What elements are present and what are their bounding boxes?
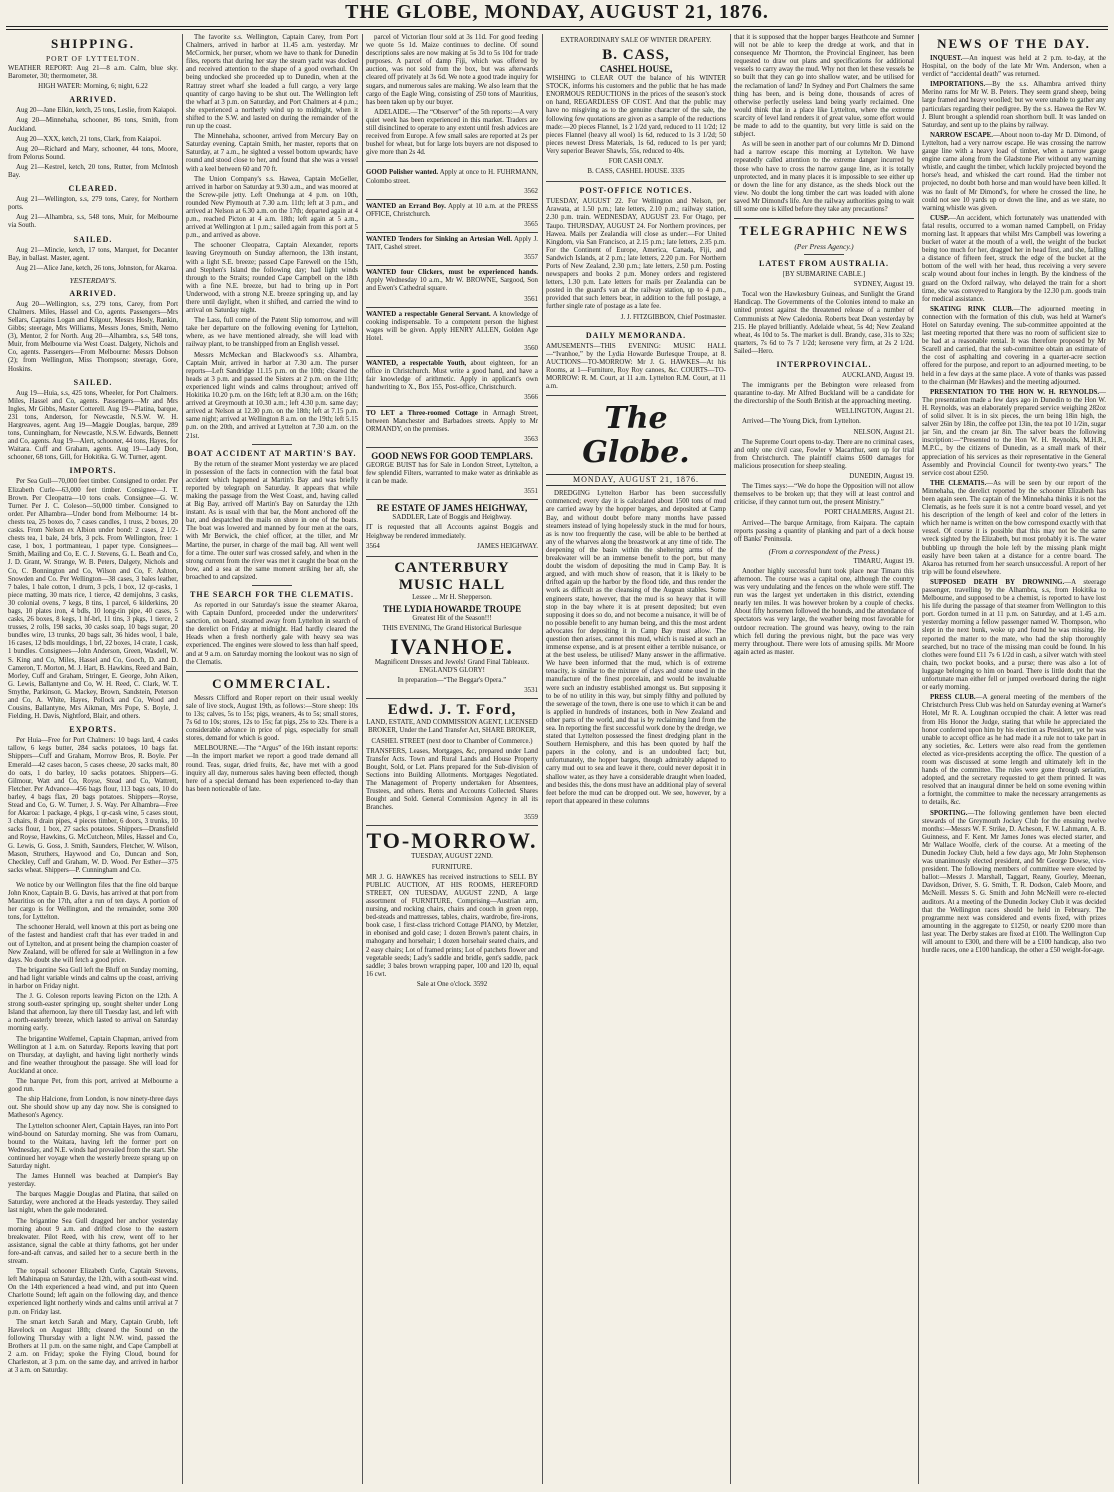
arrived-item: Aug 20—Richard and Mary, schooner, 44 tons, Moore, from Pelorus Sound. bbox=[8, 145, 178, 161]
news-item-lead: NARROW ESCAPE. bbox=[930, 131, 993, 139]
column-notices-leader bbox=[546, 34, 726, 1484]
ad-number: 3562 bbox=[524, 187, 538, 195]
y-sailed: Aug 19—Huia, s.s, 425 tons, Wheeler, for Port Chalmers. Miles, Hassel and Co, agents. Passengers—Mr and Mrs Ingles, Mr Gibbs, Master Cotterell. Aug 19—Platina, barque, 231 tons, Anderson, for Newcastle, N.S.W. W. H. Hargreaves, agent. Aug 19—Maggie Douglas, barque, 289 tons, Cunningham, for Newcastle, N.S.W. Edwards, Bennett and Co, agents. Aug 19—Alert, schooner, 44 tons, Hayes, for Waitara. Cuff and Graham, agents. Aug 19—Lady Don, schooner, 68 tons, Gill, for Hokitika. G. W. Turner, agent. bbox=[8, 389, 178, 462]
cass-subheading: CASHEL HOUSE, bbox=[599, 64, 673, 75]
cable-line: [BY SUBMARINE CABLE.] bbox=[782, 271, 866, 279]
classified-ad bbox=[366, 308, 538, 357]
boat-accident-heading: BOAT ACCIDENT AT MARTIN'S BAY. bbox=[187, 448, 357, 458]
column-rule bbox=[362, 34, 363, 1484]
column-news-of-the-day bbox=[922, 34, 1106, 1484]
report-paragraph: The schooner Cleopatra, Captain Alexander, reports leaving Greymouth on Sunday afternoon, the 13th instant, with a light S.E. breeze; passed Cape Farewell on the 15th, and Stephen's Island the following day; had light winds through to the Straits; rounded Cape Campbell on the 18th with a fine N.E. breeze, but had to bring up in Port Underwood, with a strong N.E. breeze springing up, and lay there until daylight, when it shifted, and carried the wind to arrival on Saturday night. bbox=[186, 242, 358, 315]
sydney-text: Tocal won the Hawkesbury Guineas, and Sunlight the Grand Handicap. The Governments of the Colonies intend to make an united protest against the threatened release of a number of Communists at New Caledonia. Roberts beat Dean yesterday by 215. He played brilliantly. Adelaide wheat, 5s 4d; New Zealand wheat, 4s 10d to 5s. The market is dull. Brandy, case, 31s to 32s; quarters, 7s 6d to 7s 7 1/2d; kerosene very firm, at 2s 2 1/2d. Sailed—Hero. bbox=[734, 291, 914, 355]
divider bbox=[804, 254, 844, 255]
boat-accident-text: By the return of the steamer Mont yesterday we are placed in possession of the facts in connection with the fatal boat accident which happened at Martin's Bay and was briefly reported by telegraph on Saturday. It appears that while making the passage from the West Coast, and, having called at Big Bay, arrived off Martin's Bay on Saturday the 12th instant. As is usual with that bar, the Mont anchored off the bar, and despatched the mails on shore in one of the boats. The boat was lowered and manned by four men at the oars, with Mr Berwick, the chief officer, at the tiller, and Mr Martine, the purser, in charge of the mail bag. All went well for a time. The outer surf was crossed safely, and when in the strong current from the river was met it caught the boat on the bow, and a sea at the same moment striking her aft, she broached to and capsized. bbox=[186, 460, 358, 581]
news-item-text: The presentation made a few days ago in Dunedin to the Hon W. H. Reynolds, was an elaborately prepared service weighing 282oz of solid silver. It is in six pieces, the urn being 18in high, the salver 26in by 18in, the coffee pot 13in, the tea pot 10 1/2in, sugar jar 5in, and the cream jar 8in. The salver bears the following inscription:—“Presented to the Hon W. H. Reynolds, M.H.R., M.P.C., by the citizens of Dunedin, as a small mark of their appreciation of his services as their representative in the General Assembly and Provincial Council for twenty-two years.” The service cost about £250. bbox=[922, 396, 1106, 477]
dunedin-text: The Times says:—“We do hope the Opposition will not allow themselves to be broken up; that they will at least control and criticise, if they cannot turn out, the present Ministry.” bbox=[734, 483, 914, 507]
exports-heading: EXPORTS. bbox=[69, 725, 117, 735]
leader-date: MONDAY, AUGUST 21, 1876. bbox=[546, 474, 726, 486]
ford-address: CASHEL STREET (next door to Chamber of Commerce.) bbox=[371, 737, 533, 745]
shipping-note: The brigantine Sea Gull left the Bluff on Sunday morning, and had light variable winds and calms up the coast, arriving in harbor on Friday night. bbox=[8, 966, 178, 990]
news-item: INQUEST.—An inquest was held at 2 p.m. to-day, at the Hospital, on the body of the late Mr Wm. Anderson, when a verdict of “accidental death” was returned. bbox=[922, 55, 1106, 79]
cass-heading: B. CASS, bbox=[602, 47, 670, 64]
timaru-text: Another highly successful hunt took place near Timaru this afternoon. The course was a capital one, although the country was very undulating and the fences on the whole were stiff. The run was the largest yet undertaken in this district, extending nearly ten miles. It was however broken by a couple of checks. About fifty horsemen followed the hounds, and the attendance of spectators was very large, the weather being most favorable for outdoor recreation. The ground was heavy, owing to the rain which fell during the previous night, but the pace was very merry throughout. There were lots of amusing spills. Mr Moore again acted as master. bbox=[734, 567, 914, 656]
templars-heading: GOOD NEWS FOR GOOD TEMPLARS. bbox=[371, 450, 533, 461]
cass-ad bbox=[546, 34, 726, 182]
ad-number: 3560 bbox=[524, 345, 538, 352]
sailed-item: Aug 21—Mincie, ketch, 17 tons, Marquet, for Decanter Bay, in ballast. Master, agent. bbox=[8, 246, 178, 262]
divider bbox=[546, 326, 726, 327]
ad-heading: WANTED a respectable General Servant. bbox=[366, 310, 491, 318]
heighway-ad bbox=[366, 500, 538, 556]
commercial-text: Messrs Clifford and Roper report on their usual weekly sale of live stock, August 19th, as follows:—Store sheep: 10s to 13s; calves, 5s to 15s; pigs, weaners, 4s to 5s; small stores, 7s 6d to 10s; stores, 12s to 15s; fat pigs, 25s to 32s. There is a considerable advance in price of pigs, especially for small stores, demand for which is good. bbox=[186, 694, 358, 743]
shipping-note: The brigantine Sea Gull dragged her anchor yesterday morning about 9 a.m. and drifted close to the eastern breakwater. Pilot Reed, with his crew, went off to her assistance, signal the cable at thirty fathoms, got her under fore-and-aft canvas, and sailed her to a secure berth in the stream. bbox=[8, 1217, 178, 1265]
music-hall-desc: Magnificent Dresses and Jewels! Grand Final Tableaux. ENGLAND'S GLORY! bbox=[374, 658, 530, 675]
post-office-body: TUESDAY, AUGUST 22. For Wellington and Nelson, per Arawata, at 1.50 p.m.; late letters, 2.10 p.m.; railway station, 2.30 p.m. train. WEDNESDAY, AUGUST 23. For Otago, per Taupo. THURSDAY, AUGUST 24. For Northern provinces, per Hawea. Mails per Zealandia will close as under:—For United Kingdom, via San Francisco, at 2.15 p.m.; late letters, 2.35 p.m. For the Continent of Europe, America, Canada, Fiji, and Sandwich Islands, at 2 p.m.; late letters, 2.20 p.m. For Northern Ports of New Zealand, 2.30 p.m.; late letters, 2.50 p.m. Posting newspapers and books 2 p.m. Money orders and registered letters, 1.30 p.m. Late letters for mails per Zealandia can be posted in the guard's van at the railway station, up to 4 p.m., provided that such letters bear, in addition to the full postage, a further single rate of postage as a late fee. bbox=[546, 198, 726, 311]
column-rule bbox=[542, 34, 543, 1484]
shipping-note: The ship Halcione, from London, is now ninety-three days out. She should show up any day now. She is consigned to Matheson's Agency. bbox=[8, 1096, 178, 1120]
column-shipping bbox=[8, 34, 178, 1484]
divider bbox=[186, 671, 358, 672]
column-shipping-reports bbox=[186, 34, 358, 1484]
y-arrived-heading: ARRIVED. bbox=[69, 288, 117, 298]
report-paragraph: The Lass, full come of the Patent Slip tomorrow, and will take her departure on the following evening for Lyttelton, where, as we have mentioned already, she will load with railway plant, to be transhipped from an English vessel. bbox=[186, 317, 358, 349]
port-chalmers-dateline: PORT CHALMERS, August 21. bbox=[824, 509, 914, 517]
music-hall-show: IVANHOE. bbox=[390, 633, 514, 659]
cleared-item: Aug 21—Alhambra, s.s, 548 tons, Muir, for Melbourne via South. bbox=[8, 214, 178, 230]
arrived-item: Aug 20—Jane Elkin, ketch, 25 tons, Leslie, from Kaiapoi. bbox=[16, 107, 177, 115]
divider bbox=[252, 585, 292, 586]
ad-number: 3566 bbox=[524, 394, 538, 402]
wellington-text: Arrived—The Young Dick, from Lyttelton. bbox=[742, 418, 861, 426]
news-item-lead: INQUEST. bbox=[930, 55, 963, 62]
shipping-note: The Lyttelton schooner Alert, Captain Hayes, ran into Port wind-bound on Saturday morning. She was from Oamaru, bound to the Waitara, having left the former port on Wednesday, and N.E. winds had prevailed from the start. She continued her voyage when the westerly breeze sprang up on Saturday night. bbox=[8, 1122, 178, 1170]
arrived-item: Aug 20—XXX, ketch, 21 tons, Clark, from Kaiapoi. bbox=[16, 135, 162, 143]
shipping-note: The J. G. Coleson reports leaving Picton on the 12th. A strong south-easter springing up, sought shelter under Long Island that afternoon, lay there till Tuesday last, and left with a north-easterly breeze, which lasted to arrival on Saturday morning early. bbox=[8, 993, 178, 1033]
column-rule bbox=[918, 34, 919, 1484]
news-item-lead: IMPORTATIONS. bbox=[930, 81, 986, 89]
news-item: THE CLEMATIS.—As will be seen by our report of the Minnehaha, the derelict reported by the schooner Elizabeth has been again seen. The captain of the Minnehaha thinks it is not the Clematis, as he feels sure it is not a centre board vessel, and yet his description of the length of keel and color of the letters in which her name is written on the bow correspond exactly with that vessel. Of course it is possible that this may not be the same wreck sighted by the Elizabeth, but most probably it is. The water bubbling up through the hole left by the missing plank might easily have been taken at a distance for a centre board. The Akaroa has returned from her search unsuccessful. A report of her trip will be found elsewhere. bbox=[922, 479, 1106, 576]
australia-heading: LATEST FROM AUSTRALIA. bbox=[759, 259, 889, 269]
shipping-note: The James Hunnell was beached at Dampier's Bay yesterday. bbox=[8, 1173, 178, 1189]
column-advertisements bbox=[366, 34, 538, 1484]
divider bbox=[366, 161, 538, 162]
ad-heading: WANTED an Errand Boy. bbox=[366, 202, 446, 210]
heighway-signature: JAMES HEIGHWAY. bbox=[477, 542, 538, 550]
leader-article: DREDGING Lyttelton Harbor has been successfully commenced; every day it is calculated about 1500 tons of mud are carried away by the hopper barges, and deposited at Camp Bay, and without doubt before many months have passed steamers instead of lying hopelessly stuck in the mud for hours, as is now too frequently the case, will be able to be berthed at any of the wharves along the breastwork at any time of tide. The deepening of the basin within the sheltering arms of the breakwater will be an immense benefit to the port, but many doubt the wisdom of depositing the mud in Camp Bay. It is argued, and with much show of reason, that it is likely to be drifted again up the harbor by the flood tide, and thus render the work as difficult as the cleansing of the Augean stables. Some engineers state, however, that the mud is so heavy that it will stop in the bay where it is at present deposited; but even supposing it does so do, and not become a nuisance, it will be of no possible benefit to any human being, and this the most ardent advocates for depositing it in Camp Bay must allow. The question then arises, cannot this mud, which is raised at such an immense expense, and is at present either a terrible nuisance, or at the best useless, be utilised? Many answer in the affirmative. We have been informed that the mud, which is of extreme tenacity, is similar to the mixture of clays and stone used in the manufacture of the finest porcelain, and would be invaluable were such an industry established amongst us. But supposing it to be of no utility in this way, but simply filthy and polluted by the sewerage of the town, there is one use to which it can be and is applied in hundreds of instances, both in New Zealand and other parts of the world, and that is by reclaiming land from the sea. In reporting the first successful work done by the dredge, we stated that Lyttelton possessed the finest dredging plant in the Southern Hemisphere, and this has been quoted by half the papers in the colony, and is an undoubted fact; but, unfortunately, the hopper barges, though admirably adapted to carry mud out to sea and leave it there, could never deposit it in shallow water, as they have a considerable draught when loaded, and besides this, the dons must have an additional play of several feet before the mud can be dropped out. We see, however, by a report that appeared in these columns bbox=[546, 490, 726, 805]
tomorrow-ad bbox=[366, 826, 538, 994]
news-item: NARROW ESCAPE.—About noon to-day Mr D. Dimond, of Lyttelton, had a very narrow escape. He was crossing the narrow gauge line with a heavy load of timber, when a narrow gauge engine came along from the Gladstone Pier without any warning whistle, and caught the timber, which luckily projected beyond the horse's head, and whisked the cart round. Had the timber not projected, no doubt both horse and man would have been killed. It was no fault of Mr Dimond's, for where he crossed the line, he could not see 10 yards up or down the line, and as we state, no warning whistle was given. bbox=[922, 131, 1106, 212]
ad-heading: GOOD Polisher wanted. bbox=[366, 169, 439, 177]
ad-number: 3557 bbox=[524, 254, 538, 262]
divider bbox=[734, 218, 914, 219]
news-of-the-day-heading: NEWS OF THE DAY. bbox=[937, 36, 1091, 51]
news-item-lead: SUPPOSED DEATH BY DROWNING. bbox=[930, 578, 1065, 586]
shipping-note: The schooner Herald, well known at this port as being one of the fastest and handiest craft that has ever traded in and out of Lyttelton, and at present being the champion coaster of New Zealand, will be offered for sale at Wellington in a few days. No doubt she will fetch a good price. bbox=[8, 924, 178, 964]
news-item-text: As will be seen by our report of the Minnehaha, the derelict reported by the schooner Elizabeth has been again seen. The captain of the Minnehaha thinks it is not the Clematis, as he feels sure it is not a centre board vessel, and yet his description of the length of keel and color of the letters in which her name is written on the bow correspond exactly with that vessel. Of course it is possible that this may not be the same wreck sighted by the Elizabeth, but most probably it is. The water bubbling up through the hole left by the missing plank might easily have been taken at a distance for a centre board. The Akaroa has returned from her search unsuccessful. A report of her trip will be found elsewhere. bbox=[922, 479, 1106, 576]
yesterdays-heading: YESTERDAY'S. bbox=[69, 275, 117, 285]
melbourne-text: MELBOURNE.—The “Argus” of the 16th instant reports:—In the import market we report a good trade demand all round. Teas, sugar, dried fruits, &c, have met with a good inquiry all day, numerous sales having been effected, though here of a special demand has been experienced to-day than has been noticeable of late. bbox=[186, 745, 358, 793]
news-item: SKATING RINK CLUB.—The adjourned meeting in connection with the formation of this club, was held at Warner's Hotel on Saturday evening. The sub-committee appointed at the last meeting reported that there was no room of sufficient size to be had at a reasonable rental. It was therefore proposed by Mr Scarell and carried, that the sub-committee obtain an estimate of the cost of asphalting and covering in a quarter-acre section offered for the purpose, and report to an adjourned meeting, to be held in a few days at the same place. A vote of thanks was passed to the chairman (Mr Hawkes) and the meeting adjourned. bbox=[922, 305, 1106, 386]
exports: Per Huia—Free for Port Chalmers: 10 bags lard, 4 casks tallow, 6 kegs butter, 284 sacks potatoes, 10 bags fat. Shippers—Cuff and Graham, Morrow Bros, R. Boyle. Per Emerald—42 cases bacon, 5 cases cheese, 20 sacks malt, 80 do oats, 1 do barley, 10 sacks potatoes. Shippers—G. Gilmour, Watt and Co, Royse, Stead and Co, Wattrett, Fletcher. Per Advance—456 bags flour, 113 bags oats, 10 do barley, 4 bags flax, 20 bags potatoes. Shippers—Royse, Stead and Co, G. W. Turner, J. S. Way. Per Alhambra—Free for Akaroa: 1 package, 4 pkgs, 1 qr-cask wine, 5 cases stout, 3 chairs, 8 drain pipes, 4 pieces timber, 6 doors, 3 trunks, 10 sacks flour, 1 box, 27 sacks potatoes. Shippers—Dransfield and Royse, Hawkins, G. McCutcheon, Miles, Hassel and Co, G. Lewis, G. Goss, J. Smith, Saunders, Fletcher, W. Wilson, Mason, Struthers, Haywood and Co, Duncan and Son, Checkley, Cuff and Graham, W. D. Wood. Per Esther—375 sacks wheat. Shippers—P. Cunningham and Co. bbox=[8, 737, 178, 874]
news-item-lead: SKATING RINK CLUB. bbox=[930, 305, 1014, 313]
ad-body: in Armagh Street, between Manchester and Barbadoes streets. Apply to Mr ORMANDY, on the premises. bbox=[366, 409, 538, 433]
memoranda-body: AMUSEMENTS—THIS EVENING: MUSIC HALL—“Ivanhoe,” by the Lydia Howarde Burlesque Troupe, at 8. AUCTIONS—TO-MORROW: Mr J. G. HAWKES—At his Rooms, at 1—Furniture, Roy Roy canoes, &c. COURTS—TO-MORROW: R. M. Court, at 11 a.m. Lyttelton R.M. Court, at 11 a.m. bbox=[546, 342, 726, 391]
tomorrow-furniture: FURNITURE. bbox=[431, 863, 473, 871]
music-hall-ad bbox=[366, 557, 538, 700]
y-arrived: Aug 20—Wellington, s.s, 279 tons, Carey, from Port Chalmers. Miles, Hassel and Co, agents. Passengers—Mrs Sellars, Captains Logan and Kilgour, Messrs Hosly, Rankin, Gibbs; steerage, Mrs Williams, Messrs Jones, Smith, Nemo (3), Mentor, 2 for North. Aug 20—Alhambra, s.s, 548 tons, Muir, from Melbourne via West Coast. Dalgety, Nichols and Co, agents. Passengers—From Melbourne: Messrs Dobson (2); from Wellington, Miss Thompson; steerage, Gore, Hoskins. bbox=[8, 300, 178, 373]
cleared-heading: CLEARED. bbox=[68, 184, 118, 194]
news-item-lead: SPORTING. bbox=[930, 809, 968, 817]
heighway-sub: SADDLER, Late of Boggis and Heighway. bbox=[392, 514, 512, 522]
classified-ad bbox=[366, 233, 538, 266]
templars-body: GEORGE BUIST has for Sale in London Street, Lyttelton, a few splendid Filters, warranted to make water as drinkable as it can be made. bbox=[366, 461, 538, 486]
classified-ad bbox=[366, 200, 538, 233]
heighway-heading: RE ESTATE OF JAMES HEIGHWAY, bbox=[376, 503, 528, 514]
ad-number: 3335 bbox=[670, 168, 685, 176]
ad-heading: WANTED Tenders for Sinking an Artesian Well. bbox=[366, 235, 513, 243]
market-paragraph: parcel of Victorian flour sold at 3s 11d. For good feeding we quote 5s 1d. Maize continues to decline. Of sound descriptions sales are now making at 5s 3d to 5s 10d for trade purposes. A parcel of damp Fiji, which was offered by auction, was not sold from the box, but was afterwards cleared off privately at 3s 6d. We note a good trade inquiry for sugars, and numerous sales are making. We also learn that the cargo of the Eagle Wing, consisting of 250 tons of Mauritius, has been taken up by our buyer. bbox=[366, 34, 538, 106]
masthead: THE GLOBE, MONDAY, AUGUST 21, 1876. bbox=[345, 1, 769, 23]
shipping-note: The barque Pet, from this port, arrived at Melbourne a good run. bbox=[8, 1078, 178, 1094]
ad-number: 3551 bbox=[524, 488, 538, 496]
dunedin-dateline: DUNEDIN, August 19. bbox=[849, 473, 914, 481]
arrived-item: Aug 20—Minnehaha, schooner, 86 tons, Smith, from Auckland. bbox=[8, 117, 178, 133]
news-item: PRESENTATION TO THE HON W. H. REYNOLDS.—The presentation made a few days ago in Dunedin to the Hon W. H. Reynolds, was an elaborately prepared service weighing 282oz of solid silver. It is in six pieces, the urn being 18in high, the salver 26in by 18in, the coffee pot 13in, the tea pot 10 1/2in, sugar jar 5in, and the cream jar 8in. The salver bears the following inscription:—“Presented to the Hon W. H. Reynolds, M.H.R., M.P.C., by the citizens of Dunedin, as a small mark of their appreciation of his services as their representative in the General Assembly and Provincial Council for twenty-two years.” The service cost about £250. bbox=[922, 388, 1106, 477]
tomorrow-heading: TO-MORROW. bbox=[366, 828, 538, 854]
imports: Per Sea Gull—70,000 feet timber. Consigned to order. Per Elizabeth Curle—63,000 feet timber. Consignee—J. T. Brown. Per Cleopatra—10 tons coals. Consignee—G. W. Turner. Per J. C. Coleson—50,000 timber. Consigned to order. Per Alhambra—Under bond from Melbourne: 14 bt-chests tea, 25 boxes do, 7 cases candles, 1 truss, 2 boxes, 20 casks. From Nelson ex Albion under bond: 2 cases, 2 1/2-chests tea, 1 bale, 24 brls, 3 pcls. From Wellington, free: 1 case, 1 box, 1 portmanteau, 1 paper type. Consignees—Smith, Mailing and Co, E. C. J. Stevens, G. L. Beath and Co, J. D. Grant, W. Strange, W. B. Peters, Dalgety, Nichols and Co, C. Bonnington and Co, Wilson and Co, F. Ashton, Snowden and Co. Per Wellington—38 cases, 3 bales leather, 7 bales, 1 bale cotton, 1 drum, 3 pcls, 1 box, 12 qr-casks, 1 piece matting, 30 mats rice, 1 tierce, 42 demijohns, 3 casks, 30 colonial ovens, 7 kegs, 8 tins, 1 parcel, 6 kilderkins, 20 bags, 10 plates iron, 4 bdls, 10 long-tin pipe, 40 cases, 5 casks, 26 boxes, 8 kegs, 1 hf-brl, 11 tins, 3 pkgs, 1 tierce, 2 trusses, 2 rolls, 198 sacks, 30 casks soap, 10 bags sugar, 20 bundles wire, 13 trunks, 20 bags salt, 36 hides wool, 1 bale, 16 cases, 12 bdls mouldings, 1 brl, 22 boxes, 14 crate, 1 cask, 1 bundles. Consignees—John Anderson, Green, Wasdell, W. S. King and Co, Miles, Hassel and Co, Gooch, D. and D. Cameron, T. Morton, M. J. Hart, B. Hawkins, Reed and Bain, Morley, Cuff and Graham, Stringer, E. George, John Aiken, G. Lewis, Ballantyne and Co, W. H. Reed, C. Clark, W. T. Smythe, Parkinson, G. Mackey, Brown, Sandstein, Peterson and Co, A. White, Hayes, Pollock and Co, Wood and Cousins, Ballantyne, Mrs Aikman, Mrs Pope, S. Boyle, J. Fielding, H. Davis, Nightford, Blair, and others. bbox=[8, 478, 178, 721]
news-item-text: An inquest was held at 2 p.m. to-day, at the Hospital, on the body of the late Mr Wm. Anderson, when a verdict of “accidental death” was returned. bbox=[922, 55, 1106, 79]
news-item-text: By the s.s. Alhambra arrived thirty Merino rams for Mr W. B. Peters. They seem grand sheep, being large framed and heavy woolled; but we were unable to gather any particulars regarding their pedigree. By the s.s. Hawea the Rev W. J. Blunt brought a splendid roan shorthorn bull. It was landed on Saturday, and sent up to the plains by railway. bbox=[922, 81, 1106, 129]
divider bbox=[546, 395, 726, 396]
timaru-dateline: TIMARU, August 19. bbox=[853, 557, 914, 565]
shipping-note: The topsail schooner Elizabeth Curle, Captain Stevens, left Mahinapua on Saturday, the 12th, with a south-east wind. On the 14th experienced a head wind, and put into Queen Charlotte Sound; left again on the following day, and thence experienced light northerly winds and calms until arrival at 7 p.m. on Friday last. bbox=[8, 1268, 178, 1316]
cass-body: WISHING to CLEAR OUT the balance of his WINTER STOCK, informs his customers and the public that he has made ENORMOUS REDUCTIONS in the prices of the season's stock on hand, REGARDLESS OF COST. And that the public may have no misgiving as to the genuine character of the sale, the following few quotations are given as a sample of the reductions made:—20 pieces Flannel, 1s 2 1/2d yard, reduced to 11 1/2d; 12 pieces Flannel (heavy all wool) 1s 6d, reduced to 1s 3 1/2d; 50 pieces newest Dress Materials, 1s 6d, reduced to 1s per yard; Very superior Beaver Shawls, 55s, reduced to 40s. bbox=[546, 75, 726, 155]
section-title-shipping: SHIPPING. bbox=[50, 36, 136, 51]
music-hall-success: Greatest Hit of the Season!!! bbox=[412, 614, 492, 622]
ad-number: 3563 bbox=[524, 435, 538, 443]
port-chalmers-text: Arrived—The barque Armitage, from Kaipara. The captain reports passing a quantity of planking and part of a deck house off Banks' Peninsula. bbox=[734, 519, 914, 543]
column-telegraphic bbox=[734, 34, 914, 1484]
imports-heading: IMPORTS. bbox=[69, 466, 117, 476]
ad-heading: TO LET a Three-roomed Cottage bbox=[366, 409, 478, 417]
ad-body: Apply at once to H. FUHRMANN, Colombo street. bbox=[366, 169, 538, 185]
ad-number: 3592 bbox=[473, 980, 488, 988]
leader-continuation: that it is supposed that the hopper barges Heathcote and Sumner will not be able to keep the dredge at work, and that in consequence Mr Thornton, the Provincial Engineer, has been requested to draw out plans and specifications for additional vessels to carry away the mud. Why not then let these vessels be so built that they can go into shallow water, and be utilised for the reclamation of land? In Sydney and Port Chalmers the same thing has been, and is being done, thousands of acres of otherwise perfectly useless land being yearly reclaimed. One would think that in a place like Lyttelton, where the extreme scarcity of level land renders it of great value, some effort would be made to add to the quantity, but very little is said on the subject. bbox=[734, 34, 914, 139]
extraordinary-sale: EXTRAORDINARY SALE OF WINTER DRAPERY. bbox=[560, 37, 712, 44]
market-paragraph: ADELAIDE.—The “Observer” of the 5th reports:—A very quiet week has been experienced in this market. Traders are still disinclined to operate to any extent until fresh advices are received from Europe. A few small sales are reported at 2s per bushel for wheat, but for large lots buyers are not disposed to give more than 2s 4d. bbox=[366, 108, 538, 157]
arrived-heading: ARRIVED. bbox=[69, 95, 117, 105]
report-paragraph: Messrs McMeckan and Blackwood's s.s. Alhambra, Captain Muir, arrived in harbor at 7.30 a.m. The purser reports—Left Sandridge 11.15 p.m. on the 10th; cleared the heads at 3 p.m. and passed the Sisters at 2 p.m. on the 11th; experienced light winds and calms throughout; arrived off Hokitika 10.20 p.m. on the 16th; left at 8.30 a.m. on the 16th; arrived at Greymouth at 10.30 a.m.; left 4.30 p.m. same day; arrived at Nelson at 12.30 p.m. on the 18th; left at 7.15 p.m. same night; arrived at Wellington 8 a.m. on the 19th; left 5.15 p.m. on the 20th, and arrived at Lyttelton at 7.30 a.m. on the 21st. bbox=[186, 351, 358, 440]
report-paragraph: The Union Company's s.s. Hawea, Captain McGeller, arrived in harbor on Saturday at 9.30 a.m., and was moored at the Screw-pile jetty. Left Onehunga at 4 p.m. on 10th, rounded New Plymouth at 7.30 a.m. 11th; left at 3 p.m., and arrived at Nelson at 6.30 a.m. on the 17th; departed again at 4 p.m., reached Picton at 4 a.m. 18th; left again at 5 a.m., arrived at Wellington at 1 p.m.; sailed again from this port at 5 p.m., and arrived as above. bbox=[186, 175, 358, 240]
masthead-rule bbox=[6, 26, 1108, 30]
sailed-item: Aug 21—Alice Jane, ketch, 26 tons, Johnston, for Akaroa. bbox=[16, 264, 177, 272]
telegraphic-sub: (Per Press Agency.) bbox=[794, 242, 854, 252]
ad-number: 3561 bbox=[524, 295, 538, 303]
news-item-text: An accident, which fortunately was unattended with fatal results, occurred to a woman named Campbell, on Friday morning last. It appears that whilst Mrs Campbell was lowering a bucket of water at the mouth of a well, the weight of the bucket being too much for her, dragged her in head first, and she, falling a distance of fifteen feet, struck the edge of the bucket at the bottom of the well with her head, thus receiving a very severe scalp wound about four inches in length. By the kindness of the guard on the Oxford railway, who delayed the train for a short time, she was conveyed to Rangiora by the 12.30 p.m. goods train for medical assistance. bbox=[922, 214, 1106, 303]
news-item-lead: PRESENTATION TO THE HON W. H. REYNOLDS. bbox=[930, 388, 1100, 396]
heighway-body: IT is requested that all Accounts against Boggis and Heighway be rendered immediately. bbox=[366, 524, 538, 540]
column-rule bbox=[182, 34, 183, 1484]
ford-ad bbox=[366, 699, 538, 826]
weather-report: WEATHER REPORT: Aug 21—8 a.m. Calm, blue sky. Barometer, 30; thermometer, 38. bbox=[8, 65, 178, 81]
sailed-heading: SAILED. bbox=[73, 234, 113, 244]
high-water: HIGH WATER: Morning, 6; night, 6.22 bbox=[38, 83, 148, 91]
music-hall-troupe: THE LYDIA HOWARDE TROUPE bbox=[382, 603, 522, 614]
ad-body: Apply J. TAIT, Cashel street. bbox=[366, 235, 538, 252]
y-sailed-heading: SAILED. bbox=[73, 377, 113, 387]
ad-heading: WANTED four Clickers, must be experienced hands. bbox=[366, 269, 538, 277]
news-item-text: The following gentlemen have been elected stewards of the Greymouth Jockey Club for the ensuing twelve months:—Messrs W. F. Strike, D. Acheson, F. W. Lahmann, A. B. Guinness, and F. Kent. Mr James Jones was elected starter, and Mr Wallace Woolfe, clerk of the course. At a meeting of the Dunedin Jockey Club, held a few days ago, Mr John Stephenson was unanimously elected president, and Mr George Dowse, vice-president. The following members of committee were elected by ballot:—Messrs J. Marshall, Taggart, Reany, Gourley, Meenan, Davidson, Driver, S. G. Smith, T. R. Dodson, Caleb Moore, and McNeill. Messrs S. G. Smith and John McNeill were re-elected auditors. At a meeting of the Dunedin Jockey Club it was decided that the Wellington races should be held in February. The programme next was considered and events fixed, with prizes amounting in the aggregate to £1250, or nearly £200 more than last year. The Derby stakes are fixed at £100. The Wellington Cup will amount to £300, and there will be a £100 handicap, also two hurdle races, one a £100 handicap, the other a £50 weight-for-age. bbox=[922, 809, 1106, 955]
music-hall-heading: CANTERBURY MUSIC HALL bbox=[394, 559, 510, 593]
post-office-signature: J. J. FITZGIBBON, Chief Postmaster. bbox=[620, 313, 726, 321]
arrived-item: Aug 21—Kestrel, ketch, 20 tons, Rutter, from McIntosh Bay. bbox=[8, 163, 178, 180]
shipping-note: We notice by our Wellington files that the fine old barque John Knox, Captain B. G. Davis, has arrived at that port from Mauritius on the 17th, after a run of ten days. A portion of her cargo is for Wellington, and the remainder, some 300 tons, for Lyttelton. bbox=[8, 881, 178, 922]
news-item-lead: THE CLEMATIS. bbox=[930, 479, 987, 487]
ford-sub: LAND, ESTATE, AND COMMISSION AGENT, LICENSED BROKER, Under the Land Transfer Act, SHARE BROKER, bbox=[366, 719, 538, 735]
memoranda-heading: DAILY MEMORANDA. bbox=[585, 330, 687, 340]
leader-paragraph: As will be seen in another part of our columns Mr D. Dimond had a narrow escape this morning at Lyttelton. We have repeatedly called attention to the extreme danger incurred by those who have to cross the narrow gauge line, as it is totally unprotected, and in many places it is impossible to see either up or down the line for any distance, as the sheds block out the view. No doubt the long timber the cart was loaded with alone saved Mr Dimond's life. Are the railway authorities going to wait till some one is killed before they take any precautions? bbox=[734, 141, 914, 213]
auckland-dateline: AUCKLAND, August 19. bbox=[842, 372, 914, 379]
news-item-lead: PRESS CLUB. bbox=[930, 694, 976, 702]
news-item-text: A general meeting of the members of the Christchurch Press Club was held on Saturday evening at Warner's Hotel, Mr R. A. Loughnan occupied the chair. A letter was read from His Honor the Judge, stating that while he appreciated the honor conferred upon him by his election as President, yet he was unable to accept office as he had made it a rule not to take part in any societies, &c. Letters were also read from the gentlemen elected as vice-presidents accepting the office. The question of a room was discussed at some length and ultimately left in the hands of the committee. The rules were gone through seriatim, adopted, and the secretary requested to get them printed. It was resolved that an inaugural dinner be held on some evening within a fortnight, the committee to make the necessary arrangements as to details, &c. bbox=[922, 694, 1106, 807]
shipping-note: The brigantine Wolfemel, Captain Chapman, arrived from Wellington at 1 a.m. on Saturday. Reports leaving that port on Thursday, at daylight, and having light northerly winds and fine weather throughout the passage. She will load for Auckland at once. bbox=[8, 1035, 178, 1075]
news-item-text: About noon to-day Mr D. Dimond, of Lyttelton, had a very narrow escape. He was crossing the narrow gauge line with a heavy load of timber, when a narrow gauge engine came along from the Gladstone Pier without any warning whistle, and caught the timber, which luckily projected beyond the horse's head, and whisked the cart round. Had the timber not projected, no doubt both horse and man would have been killed. It was no fault of Mr Dimond's, for where he crossed the line, he could not see 10 yards up or down the line, and as we state, no warning whistle was given. bbox=[922, 131, 1106, 212]
classified-ad bbox=[366, 407, 538, 448]
section-title-commercial: COMMERCIAL. bbox=[212, 675, 332, 691]
ford-body: TRANSFERS, Leases, Mortgages, &c, prepared under Land Transfer Acts. Town and Rural Lands and House Property Bought, Sold, or Let. Plans prepared for the Sub-division of Sections into Building Allotments. Mortgages Negotiated. The Management of Property undertaken for Absentees, Trustees, and others. Rents and Accounts Collected. Shares Bought and Sold. General Commission Agency in all its Branches. bbox=[366, 747, 538, 812]
interprovincial-heading: INTERPROVINCIAL. bbox=[776, 360, 872, 369]
classified-ad bbox=[366, 357, 538, 406]
search-heading: THE SEARCH FOR THE CLEMATIS. bbox=[190, 590, 354, 599]
news-item: SUPPOSED DEATH BY DROWNING.—A steerage passenger, travelling by the Alhambra, s.s, from Hokitika to Melbourne, and supposed to be a chemist, is reported to have lost his life during the passage of that steamer from Wellington to this port. Gordon turned in at 11 p.m. on Saturday, and at 1.45 a.m. yesterday morning a fellow passenger named W. Thompson, who slept in the next bunk, woke up and found he was missing. He reported the matter to the mate, who had the ship thoroughly searched, but no trace of the missing man could be found. In his clothes were found £11 7s 6 1/2d in cash, a silver watch with steel chain, two pocket books, and a purse; there was also a lot of luggage belonging to him on board. There is little doubt that the unfortunate man either fell or jumped overboard during the night or early morning. bbox=[922, 578, 1106, 692]
shipping-note: The barques Maggie Douglas and Platina, that sailed on Saturday, were anchored at the Heads yesterday. They sailed last night, when the gale moderated. bbox=[8, 1191, 178, 1215]
classified-ad bbox=[366, 166, 538, 199]
nelson-text: The Supreme Court opens to-day. There are no criminal cases, and only one civil case, Fowler v Macarthur, sent up for trial from Christchurch. The plaintiff claims £600 damages for malicious prosecution for sheep stealing. bbox=[734, 438, 914, 470]
ad-heading: WANTED, a respectable Youth, bbox=[366, 360, 467, 368]
news-item-text: The adjourned meeting in connection with the formation of this club, was held at Warner's Hotel on Saturday evening. The sub-committee appointed at the last meeting reported that there was no room of sufficient size to be had at a reasonable rental. It was therefore proposed by Mr Scarell and carried, that the sub-committee obtain an estimate of the cost of asphalting and covering in a quarter-acre section offered for the purpose, and report to an adjourned meeting, to be held in a few days at the same place. A vote of thanks was passed to the chairman (Mr Hawkes) and the meeting adjourned. bbox=[922, 305, 1106, 386]
ad-number: 3565 bbox=[524, 220, 538, 228]
telegraphic-heading: TELEGRAPHIC NEWS bbox=[739, 223, 909, 239]
cleared-item: Aug 21—Wellington, s.s, 279 tons, Carey, for Northern ports. bbox=[8, 196, 178, 212]
sydney-dateline: SYDNEY, August 19. bbox=[853, 281, 914, 289]
nelson-dateline: NELSON, August 21. bbox=[853, 428, 914, 436]
news-item-text: A steerage passenger, travelling by the Alhambra, s.s, from Hokitika to Melbourne, and supposed to be a chemist, is reported to have lost his life during the passage of that steamer from Wellington to this port. Gordon turned in at 11 p.m. on Saturday, and at 1.45 a.m. yesterday morning a fellow passenger named W. Thompson, who slept in the next bunk, woke up and found he was missing. He reported the matter to the mate, who had the ship thoroughly searched, but no trace of the missing man could be found. In his clothes were found £11 7s 6 1/2d in cash, a silver watch with steel chain, two pocket books, and a purse; there was also a lot of luggage belonging to him on board. There is little doubt that the unfortunate man either fell or jumped overboard during the night or early morning. bbox=[922, 578, 1106, 692]
music-hall-prep: In preparation—“The Beggar's Opera.” bbox=[397, 677, 507, 685]
news-item: CUSP.—An accident, which fortunately was unattended with fatal results, occurred to a woman named Campbell, on Friday morning last. It appears that whilst Mrs Campbell was lowering a bucket of water at the mouth of a well, the weight of the bucket being too much for her, dragged her in head first, and she, falling a distance of fifteen feet, struck the edge of the bucket at the bottom of the well with her head, thus receiving a very severe scalp wound about four inches in length. By the kindness of the guard on the Oxford railway, who delayed the train for a short time, she was conveyed to Rangiora by the 12.30 p.m. goods train for medical assistance. bbox=[922, 214, 1106, 303]
post-office-heading: POST-OFFICE NOTICES. bbox=[579, 186, 693, 196]
wellington-dateline: WELLINGTON, August 21. bbox=[835, 408, 914, 416]
music-hall-lessee: Lessee ... Mr H. Shepperson. bbox=[412, 593, 492, 601]
news-item: PRESS CLUB.—A general meeting of the members of the Christchurch Press Club was held on Saturday evening at Warner's Hotel, Mr R. A. Loughnan occupied the chair. A letter was read from His Honor the Judge, stating that while he appreciated the honor conferred upon him by his election as President, yet he was unable to accept office as he had made it a rule not to take part in any societies, &c. Letters were also read from the gentlemen elected as vice-presidents accepting the office. The question of a room was discussed at some length and ultimately left in the hands of the committee. The rules were gone through seriatim, adopted, and the secretary requested to get them printed. It was resolved that an inaugural dinner be held on some evening within a fortnight, the committee to make the necessary arrangements as to details, &c. bbox=[922, 694, 1106, 807]
ad-body: Apply Wednesday 10 a.m., Mr W. BROWNE, Sargood, Son and Ewen's Cathedral square. bbox=[366, 277, 538, 293]
column-rule bbox=[730, 34, 731, 1484]
news-item-lead: CUSP. bbox=[930, 214, 950, 222]
report-paragraph: The favorite s.s. Wellington, Captain Carey, from Port Chalmers, arrived in harbor at 11.45 a.m. yesterday. Mr McCormick, her purser, whom we have to thank for Dunedin files, reports that during her stay the steam yacht was docked and received attention to the shape of a good overhaul. On being undocked she proceeded up to Dunedin, when at the Rattray street wharf she loaded a full cargo, a very large quantity of cargo having to be shut out. The Wellington left the wharf at 3 p.m. on Saturday, and Port Chalmers at 4 p.m.; she experienced a northerly wind up to midnight, when it shifted to the S.W. and lasted on during the remainder of the run up the coast. bbox=[186, 34, 358, 131]
ad-number: 3559 bbox=[524, 814, 538, 822]
correspondent-note: (From a correspondent of the Press.) bbox=[768, 546, 880, 556]
divider bbox=[73, 878, 113, 879]
auckland-text: The immigrants per the Bebington were released from quarantine to-day. Mr Alfred Buckland will be a candidate for the directorship of the South British at the approaching meeting. bbox=[734, 382, 914, 406]
news-item: IMPORTATIONS.—By the s.s. Alhambra arrived thirty Merino rams for Mr W. B. Peters. They seem grand sheep, being large framed and heavy woolled; but we were unable to gather any particulars regarding their pedigree. By the s.s. Hawea the Rev W. J. Blunt brought a splendid roan shorthorn bull. It was landed on Saturday, and sent up to the plains by railway. bbox=[922, 81, 1106, 129]
ad-number: 3564 bbox=[366, 542, 380, 550]
classified-ad bbox=[366, 266, 538, 307]
templars-ad bbox=[366, 448, 538, 500]
report-paragraph: The Minnehaha, schooner, arrived from Mercury Bay on Saturday evening. Captain Smith, her master, reports that on Saturday, at 7 a.m., he sighted a vessel bottom upwards; have round and stood close to her, and found that she was a vessel with a keel between 60 and 70 ft. bbox=[186, 133, 358, 173]
ford-heading: Edwd. J. T. Ford, bbox=[387, 702, 517, 719]
tomorrow-date: TUESDAY, AUGUST 22ND. bbox=[411, 853, 493, 861]
music-hall-evening: THIS EVENING, The Grand Historical Burlesque bbox=[382, 624, 522, 632]
tomorrow-body: MR J. G. HAWKES has received instructions to SELL BY PUBLIC AUCTION, AT HIS ROOMS, HEREFORD STREET, ON TUESDAY, AUGUST 22ND, A large assortment of FURNITURE, Comprising—Austrian arm, nursing, and rocking chairs, chairs and couch in green repp, bed-steads and mattresses, tables, chairs, wardrobe, fire-irons, book case, 1 first-class trichord Cottage PIANO, by Metzler, in ebonised and gold case; 1 dozen Brown's patent chairs, in mahogany and horsehair; 1 dozen horsehair seated chairs, and 2 easy chairs; Lot of framed prints; Lot of patchets flower and vegetable seeds; Lady's saddle and bridle, gent's saddle, pack saddle; 3 bales brown wrapping paper, 100 and 120 lb, equal 16 cwt. bbox=[366, 873, 538, 978]
globe-nameplate: The Globe. bbox=[582, 401, 690, 471]
ad-body: about eighteen, for an office in Christchurch. Must write a good hand, and have a fair knowledge of arithmetic. Apply in applicant's own handwriting to X., Box 155, Post-office, Christchurch. bbox=[366, 360, 538, 392]
tomorrow-footer: Sale at One o'clock. bbox=[416, 980, 472, 988]
ad-body: A knowledge of cooking indispensable. To a competent person the highest wages will be given. Apply HENRY ALLEN, Golden Age Hotel. bbox=[366, 310, 538, 342]
shipping-note: The smart ketch Sarah and Mary, Captain Grubb, left Havelock on August 18th; cleared the Sound on the following Thursday with a light N.W. wind, passed the Brothers at 11 p.m. on the same night, and Cape Campbell at 2 a.m. on Friday; spoke the Flying Cloud, bound for Charleston, at 3 p.m. on the same day, and arrived in harbor at 3 a.m. on Saturday. bbox=[8, 1318, 178, 1375]
search-text: As reported in our Saturday's issue the steamer Akaroa, with Captain Dunford, proceeded under the underwriters' sanction, on board, steamed away from Lyttelton in search of the derelict on Friday at midnight. Had hardly cleared the Heads when a fresh northerly gale with heavy sea was experienced. The engines were slowed to less than half speed, and at 9 a.m. on Saturday morning the lookout was no sign of the Clematis. bbox=[186, 602, 358, 666]
cass-signature: B. CASS, CASHEL HOUSE. bbox=[587, 168, 670, 176]
divider bbox=[252, 444, 292, 445]
cass-cash: FOR CASH ONLY. bbox=[608, 158, 664, 166]
news-item: SPORTING.—The following gentlemen have been elected stewards of the Greymouth Jockey Club for the ensuing twelve months:—Messrs W. F. Strike, D. Acheson, F. W. Lahmann, A. B. Guinness, and F. Kent. Mr James Jones was elected starter, and Mr Wallace Woolfe, clerk of the course. At a meeting of the Dunedin Jockey Club, held a few days ago, Mr John Stephenson was unanimously elected president, and Mr George Dowse, vice-president. The following members of committee were elected by ballot:—Messrs J. Marshall, Taggart, Reany, Gourley, Meenan, Davidson, Driver, S. G. Smith, T. R. Dodson, Caleb Moore, and McNeill. Messrs S. G. Smith and John McNeill were re-elected auditors. At a meeting of the Dunedin Jockey Club it was decided that the Wellington races should be held in February. The programme next was considered and events fixed, with prizes amounting in the aggregate to £1250, or nearly £200 more than last year. The Derby stakes are fixed at £100. The Wellington Cup will amount to £300, and there will be a £100 handicap, also two hurdle races, one a £100 handicap, the other a £50 weight-for-age. bbox=[922, 809, 1106, 955]
ad-body: Apply at 10 a.m. at the PRESS OFFICE, Christchurch. bbox=[366, 202, 538, 218]
ad-number: 3531 bbox=[524, 687, 538, 695]
port-heading: PORT OF LYTTELTON. bbox=[46, 54, 140, 63]
